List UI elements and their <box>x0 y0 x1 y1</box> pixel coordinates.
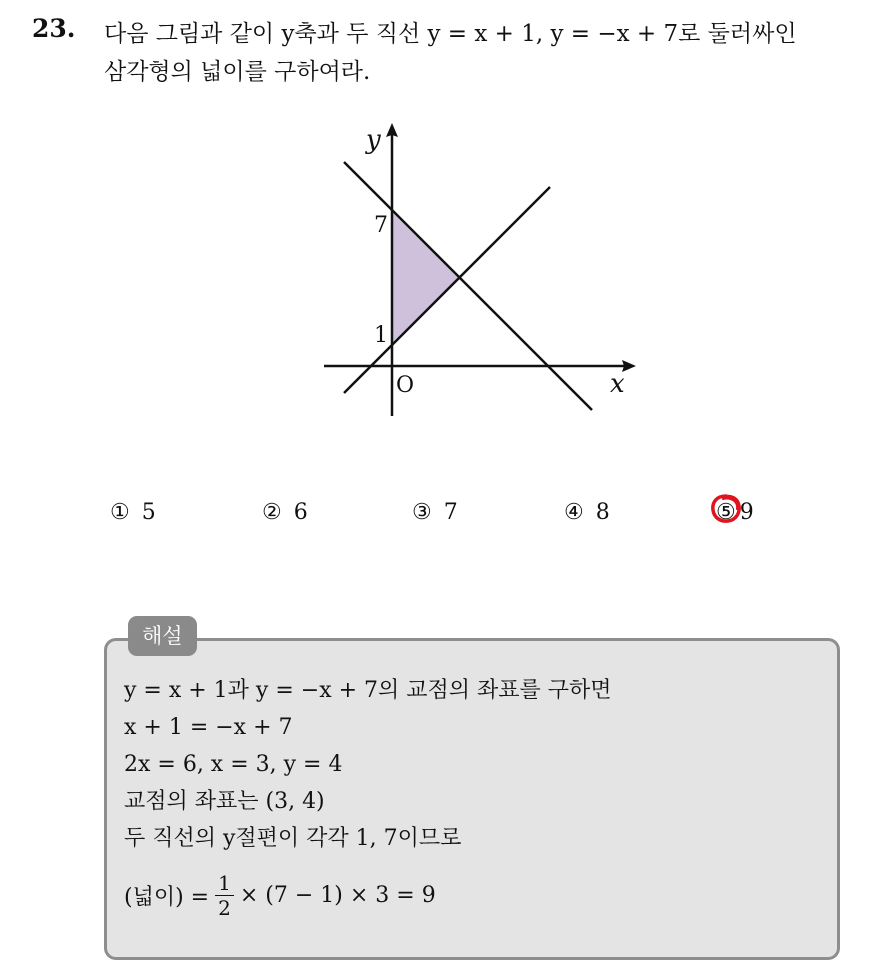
question-line-2: 삼각형의 넓이를 구하여라. <box>104 59 371 85</box>
question-line-1: 다음 그림과 같이 y축과 두 직선 y = x + 1, y = −x + 7로 둘러싸인 <box>104 21 797 47</box>
choice-5-mark: ⑤ <box>716 500 736 525</box>
answer-circle-icon <box>708 491 744 527</box>
choice-4[interactable] <box>564 500 610 525</box>
line-y-eq-neg-x-plus-7 <box>344 162 592 410</box>
choice-3-mark: ③ <box>412 500 432 525</box>
choice-5[interactable] <box>716 500 754 525</box>
solution-area-line <box>124 865 612 925</box>
choice-2[interactable] <box>262 500 308 525</box>
choice-3-value: 7 <box>443 500 458 525</box>
y-tick-1-label: 1 <box>374 323 388 348</box>
fraction-denominator: 2 <box>218 895 231 920</box>
choice-5-value: 9 <box>739 500 754 525</box>
choice-3[interactable] <box>412 500 458 525</box>
choice-1-mark: ① <box>110 500 130 525</box>
solution-line-3: 2x = 6, x = 3, y = 4 <box>124 752 343 777</box>
solution-line-1: y = x + 1과 y = −x + 7의 교점의 좌표를 구하면 <box>124 678 612 703</box>
solution-tag: 해설 <box>128 616 197 656</box>
answer-choices <box>110 500 830 536</box>
solution-content <box>124 672 612 925</box>
question-text <box>104 15 874 91</box>
choice-2-mark: ② <box>262 500 282 525</box>
choice-1[interactable] <box>110 500 156 525</box>
question-number: 23. <box>32 14 76 43</box>
y-axis-label: y <box>366 125 381 155</box>
choice-1-value: 5 <box>141 500 156 525</box>
choice-4-mark: ④ <box>564 500 584 525</box>
fraction-one-half <box>215 871 234 920</box>
choice-4-value: 8 <box>595 500 610 525</box>
x-axis-label: x <box>610 369 625 399</box>
origin-label: O <box>396 373 415 398</box>
area-suffix: × (7 − 1) × 3 = 9 <box>239 882 436 908</box>
shaded-triangle <box>392 212 458 343</box>
solution-line-4: 교점의 좌표는 (3, 4) <box>124 789 325 814</box>
choice-2-value: 6 <box>293 500 308 525</box>
y-tick-7-label: 7 <box>374 213 388 238</box>
coordinate-figure <box>300 110 650 430</box>
y-axis-arrow-icon <box>386 123 398 137</box>
solution-line-5: 두 직선의 y절편이 각각 1, 7이므로 <box>124 826 462 851</box>
fraction-numerator: 1 <box>215 871 234 896</box>
solution-line-2: x + 1 = −x + 7 <box>124 715 293 740</box>
area-prefix: (넓이) = <box>124 884 210 910</box>
